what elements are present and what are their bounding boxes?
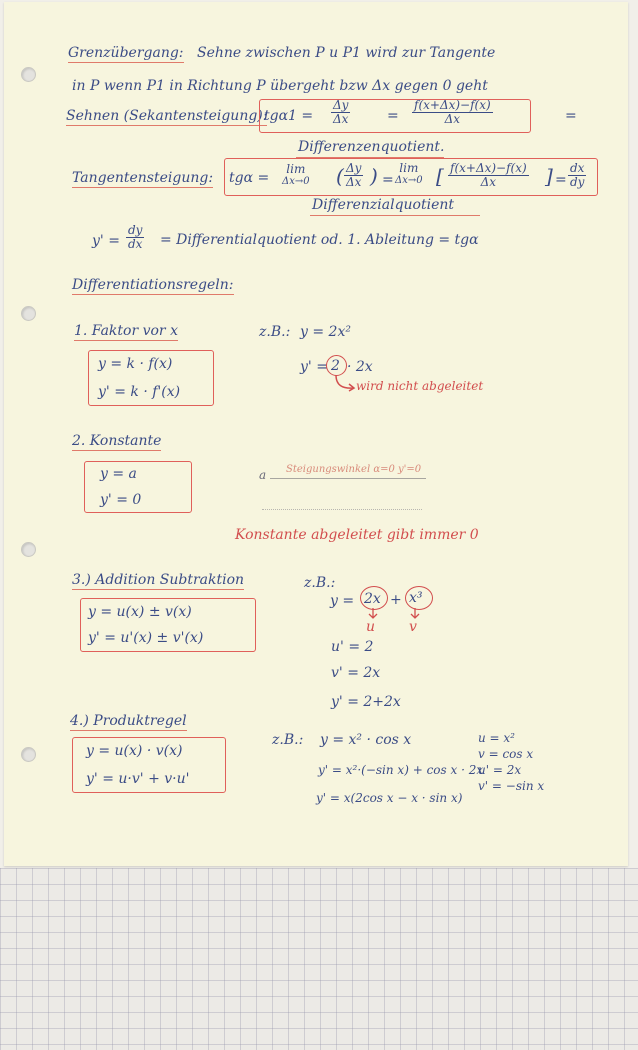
rule4-eq1: y = x² · cos x	[320, 732, 412, 748]
rule1-box-line1: y = k · f(x)	[98, 356, 173, 372]
secant-equals: =	[387, 108, 399, 124]
secant-equals-end: =	[565, 108, 577, 124]
rule3-line-y: y' = 2+2x	[331, 694, 401, 710]
tangent-fraction-delta: $\frac{\Delta y}{\Delta x}$	[346, 161, 362, 189]
rule3-term-u: 2x	[364, 591, 381, 607]
punch-hole-icon	[21, 67, 36, 82]
rule1-example-eq: y = 2x²	[300, 324, 351, 340]
rule1-arrow-icon	[334, 375, 358, 393]
rule4-box-line1: y = u(x) · v(x)	[86, 743, 183, 759]
difference-quotient-caption: Differenzenquotient.	[298, 139, 445, 155]
secant-slope-label: Sehnen (Sekantensteigung):	[66, 108, 268, 124]
rule4-box-line2: y' = u·v' + v·u'	[86, 771, 190, 787]
tangent-paren-open: (	[336, 164, 344, 188]
rule4-title: 4.) Produktregel	[70, 713, 187, 729]
derivative-fraction: $\frac{dy}{dx}$	[128, 223, 143, 251]
rule2-box-line1: y = a	[100, 466, 137, 482]
rule2-dotted-axis	[262, 509, 422, 510]
rule3-box-line1: y = u(x) ± v(x)	[88, 604, 192, 620]
limit-transition-label: Grenzübergang:	[68, 45, 184, 61]
rule3-line-u: u' = 2	[331, 639, 374, 655]
rule2-title: 2. Konstante	[72, 433, 162, 449]
limit-transition-text-line2: in P wenn P1 in Richtung P übergeht bzw Δx gegen 0 geht	[72, 78, 488, 94]
limit-transition-text: Sehne zwischen P u P1 wird zur Tangente	[197, 45, 496, 61]
punch-hole-icon	[21, 747, 36, 762]
tangent-limit-1: lim Δx→0	[282, 162, 310, 187]
tangent-equals-2: =	[555, 172, 567, 188]
rule3-label-v: v	[409, 619, 417, 635]
rule2-graph-line	[270, 478, 426, 479]
rule3-box-line2: y' = u'(x) ± v'(x)	[88, 630, 204, 646]
rule4-side-v: v = cos x	[478, 747, 534, 761]
rule4-eq3: y' = x(2cos x − x · sin x)	[316, 791, 463, 805]
rule1-derivative-suffix: · 2x	[347, 359, 373, 375]
derivative-lhs: y' =	[92, 233, 120, 249]
rule1-circled-factor: 2	[331, 358, 340, 374]
punch-hole-icon	[21, 306, 36, 321]
tangent-fraction-function: $\frac{f(x+\Delta x)-f(x)}{\Delta x}$	[450, 161, 527, 189]
tangent-limit-2: lim Δx→0	[395, 161, 423, 186]
rule2-graph-text: Steigungswinkel α=0 y'=0	[286, 464, 422, 475]
rule2-box-line2: y' = 0	[100, 492, 142, 508]
differentiation-rules-heading: Differentiationsregeln:	[72, 277, 234, 293]
secant-fraction-function: $\frac{f(x+\Delta x)-f(x)}{\Delta x}$	[414, 98, 491, 126]
rule4-side-v-prime: v' = −sin x	[478, 779, 545, 793]
secant-fraction-delta: $\frac{\Delta y}{\Delta x}$	[333, 98, 349, 126]
rule4-example-label: z.B.:	[272, 732, 304, 748]
rule3-title: 3.) Addition Subtraktion	[72, 572, 245, 588]
tangent-paren-close: )	[370, 164, 378, 188]
rule3-eq-prefix: y =	[330, 593, 355, 609]
tangent-equals-1: =	[382, 172, 394, 188]
differential-quotient-underline	[310, 215, 480, 216]
tangent-slope-label: Tangentensteigung:	[72, 170, 214, 186]
rule1-note: wird nicht abgeleitet	[356, 379, 484, 393]
tangent-bracket-close: ]	[545, 164, 553, 188]
rule3-plus: +	[390, 592, 402, 608]
rule2-note: Konstante abgeleitet gibt immer 0	[235, 527, 479, 543]
tangent-bracket-open: [	[436, 164, 444, 188]
punch-hole-icon	[21, 542, 36, 557]
rule4-eq2: y' = x²·(−sin x) + cos x · 2x	[318, 763, 484, 777]
rule3-example-label: z.B.:	[304, 575, 336, 591]
background-grid-paper	[0, 868, 638, 1050]
secant-lhs: tgα1 =	[264, 108, 314, 124]
rule1-box-line2: y' = k · f'(x)	[98, 384, 181, 400]
rule3-line-v: v' = 2x	[331, 665, 381, 681]
rule1-example-label: z.B.:	[259, 324, 291, 340]
rule3-term-v: x³	[409, 590, 423, 606]
rule1-derivative-prefix: y' =	[300, 359, 328, 375]
derivative-definition-text: = Differentialquotient od. 1. Ableitung = tgα	[160, 232, 479, 248]
rule4-side-u: u = x²	[478, 731, 515, 745]
rule3-label-u: u	[366, 619, 376, 635]
rule2-graph-label: a	[259, 468, 267, 482]
rule1-title: 1. Faktor vor x	[74, 323, 178, 339]
tangent-fraction-differential: $\frac{dx}{dy}$	[569, 161, 585, 189]
differential-quotient-caption: Differenzialquotient	[312, 197, 455, 213]
rule4-side-u-prime: u' = 2x	[478, 763, 522, 777]
tangent-lhs: tgα =	[229, 170, 270, 186]
